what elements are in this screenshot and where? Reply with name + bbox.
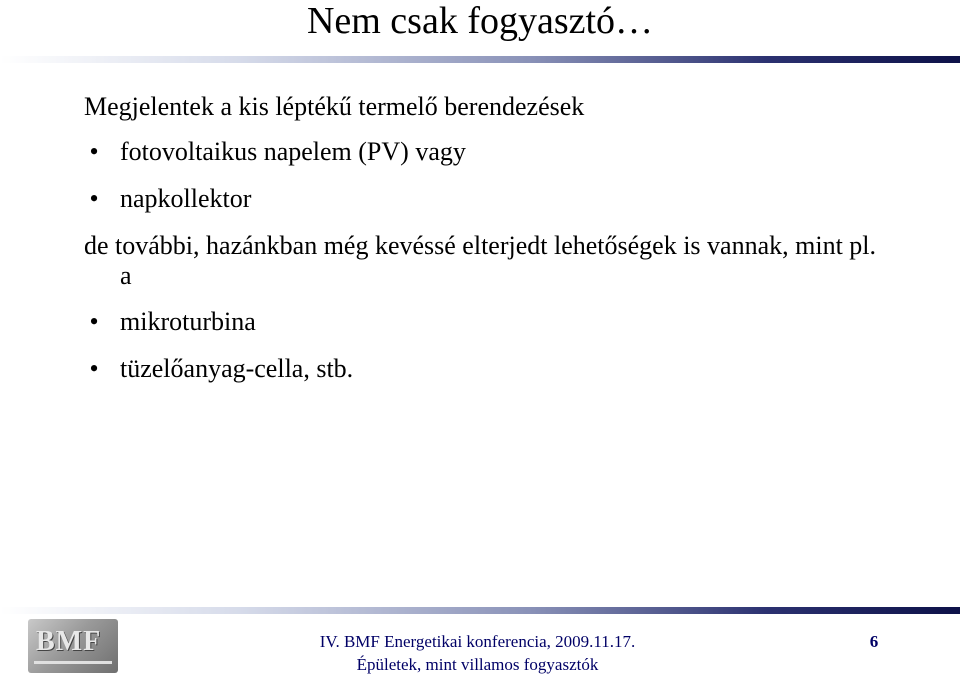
slide-content <box>84 92 884 401</box>
footer-line-subtitle: Épületek, mint villamos fogyasztók <box>356 655 599 674</box>
bullet-text: fotovoltaikus napelem (PV) vagy <box>120 137 466 166</box>
bullet-text: napkollektor <box>120 184 252 213</box>
bullet-dot-icon: • <box>89 307 99 336</box>
bullet-text: mikroturbina <box>120 307 256 336</box>
intro-line: Megjelentek a kis léptékű termelő berendezések <box>84 92 585 121</box>
footer-text <box>290 630 665 676</box>
bullet-item <box>84 354 884 384</box>
bullet-dot-icon: • <box>89 184 99 213</box>
logo-underline <box>34 661 112 664</box>
top-divider-bar <box>0 56 960 63</box>
bullet-dot-icon: • <box>89 137 99 166</box>
bullet-text: tüzelőanyag-cella, stb. <box>120 354 354 383</box>
bullet-dot-icon: • <box>89 354 99 383</box>
bullet-item <box>84 307 884 337</box>
bottom-divider-bar <box>0 607 960 614</box>
paragraph-text: de további, hazánkban még kevéssé elterjedt lehetőségek is vannak, mint pl. a <box>84 231 877 290</box>
bullet-item <box>84 184 884 214</box>
slide-title: Nem csak fogyasztó… <box>306 0 654 42</box>
bullet-item <box>84 137 884 167</box>
bmf-logo <box>28 619 118 673</box>
footer-line-conference: IV. BMF Energetikai konferencia, 2009.11.17. <box>319 632 636 651</box>
page-number: 6 <box>869 632 879 651</box>
logo-text: BMF <box>36 626 102 657</box>
